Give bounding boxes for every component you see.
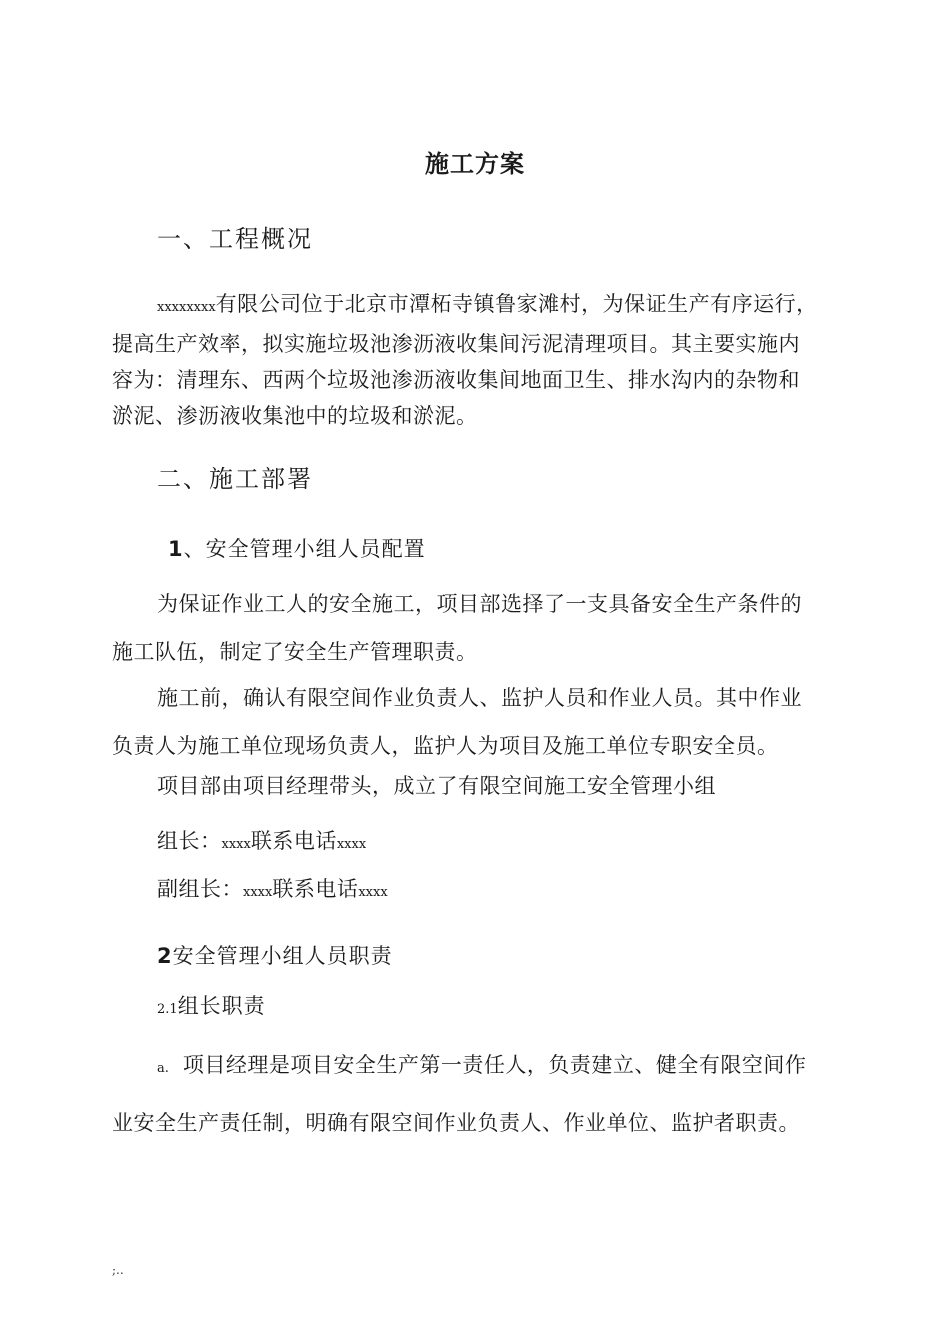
- overview-line-3: 容为：清理东、西两个垃圾池渗沥液收集间地面卫生、排水沟内的杂物和: [112, 368, 800, 392]
- subsection-2-1-heading: [157, 991, 266, 1025]
- section-heading-overview: 一、工程概况: [157, 225, 313, 253]
- overview-line-2: 提高生产效率，拟实施垃圾池渗沥液收集间污泥清理项目。其主要实施内: [112, 332, 800, 356]
- deputy-leader-phone: xxxx: [358, 885, 388, 900]
- subsection-1-label: 、安全管理小组人员配置: [183, 537, 426, 561]
- group-leader-name: xxxx: [221, 837, 251, 852]
- subsection-2-label: 安全管理小组人员职责: [172, 944, 393, 968]
- overview-line-1: [112, 286, 842, 326]
- deputy-leader-name: xxxx: [243, 885, 273, 900]
- company-placeholder: xxxxxxxx: [157, 300, 216, 315]
- group-leader-phone-label: 联系电话: [250, 829, 337, 853]
- overview-line-1-text: 有限公司位于北京市潭柘寺镇鲁家滩村，为保证生产有序运行，: [215, 292, 818, 316]
- deputy-leader-line: [157, 874, 388, 908]
- subsection-2-number: 2: [157, 944, 173, 968]
- subsection-1-number: 1: [168, 537, 184, 561]
- pre-construction-line-2: 负责人为施工单位现场负责人，监护人为项目及施工单位专职安全员。: [112, 734, 779, 758]
- leader-duty-paragraph: [112, 1038, 842, 1150]
- deputy-leader-phone-label: 联系电话: [272, 877, 359, 901]
- overview-line-4: 淤泥、渗沥液收集池中的垃圾和淤泥。: [112, 404, 478, 428]
- group-leader-label: 组长：: [157, 829, 222, 853]
- footer-mark: ;..: [112, 1263, 124, 1277]
- overview-paragraph: [112, 286, 842, 434]
- pre-construction-paragraph: [112, 674, 842, 770]
- section-heading-deployment: 二、施工部署: [157, 465, 313, 493]
- deputy-leader-label: 副组长：: [157, 877, 243, 901]
- subsection-1-heading: [168, 534, 426, 564]
- subsection-2-1-number: 2.1: [157, 1002, 178, 1017]
- subsection-2-1-label: 组长职责: [177, 994, 266, 1018]
- safety-team-line-1: 为保证作业工人的安全施工，项目部选择了一支具备安全生产条件的: [157, 592, 802, 616]
- safety-team-paragraph: [112, 580, 842, 676]
- subsection-2-heading: [157, 941, 393, 971]
- pre-construction-line-1: 施工前，确认有限空间作业负责人、监护人员和作业人员。其中作业: [157, 686, 802, 710]
- item-a-marker: a.: [157, 1061, 169, 1076]
- item-a-line-1-text: 项目经理是项目安全生产第一责任人，负责建立、健全有限空间作: [182, 1053, 807, 1077]
- leader-duty-line-2: 业安全生产责任制，明确有限空间作业负责人、作业单位、监护者职责。: [112, 1111, 800, 1135]
- safety-team-line-2: 施工队伍，制定了安全生产管理职责。: [112, 640, 478, 664]
- management-group-text: 项目部由项目经理带头，成立了有限空间施工安全管理小组: [157, 774, 716, 798]
- group-leader-phone: xxxx: [336, 837, 367, 852]
- group-leader-line: [157, 826, 366, 860]
- document-title: 施工方案: [425, 149, 525, 178]
- leader-duty-line-1: [112, 1038, 842, 1096]
